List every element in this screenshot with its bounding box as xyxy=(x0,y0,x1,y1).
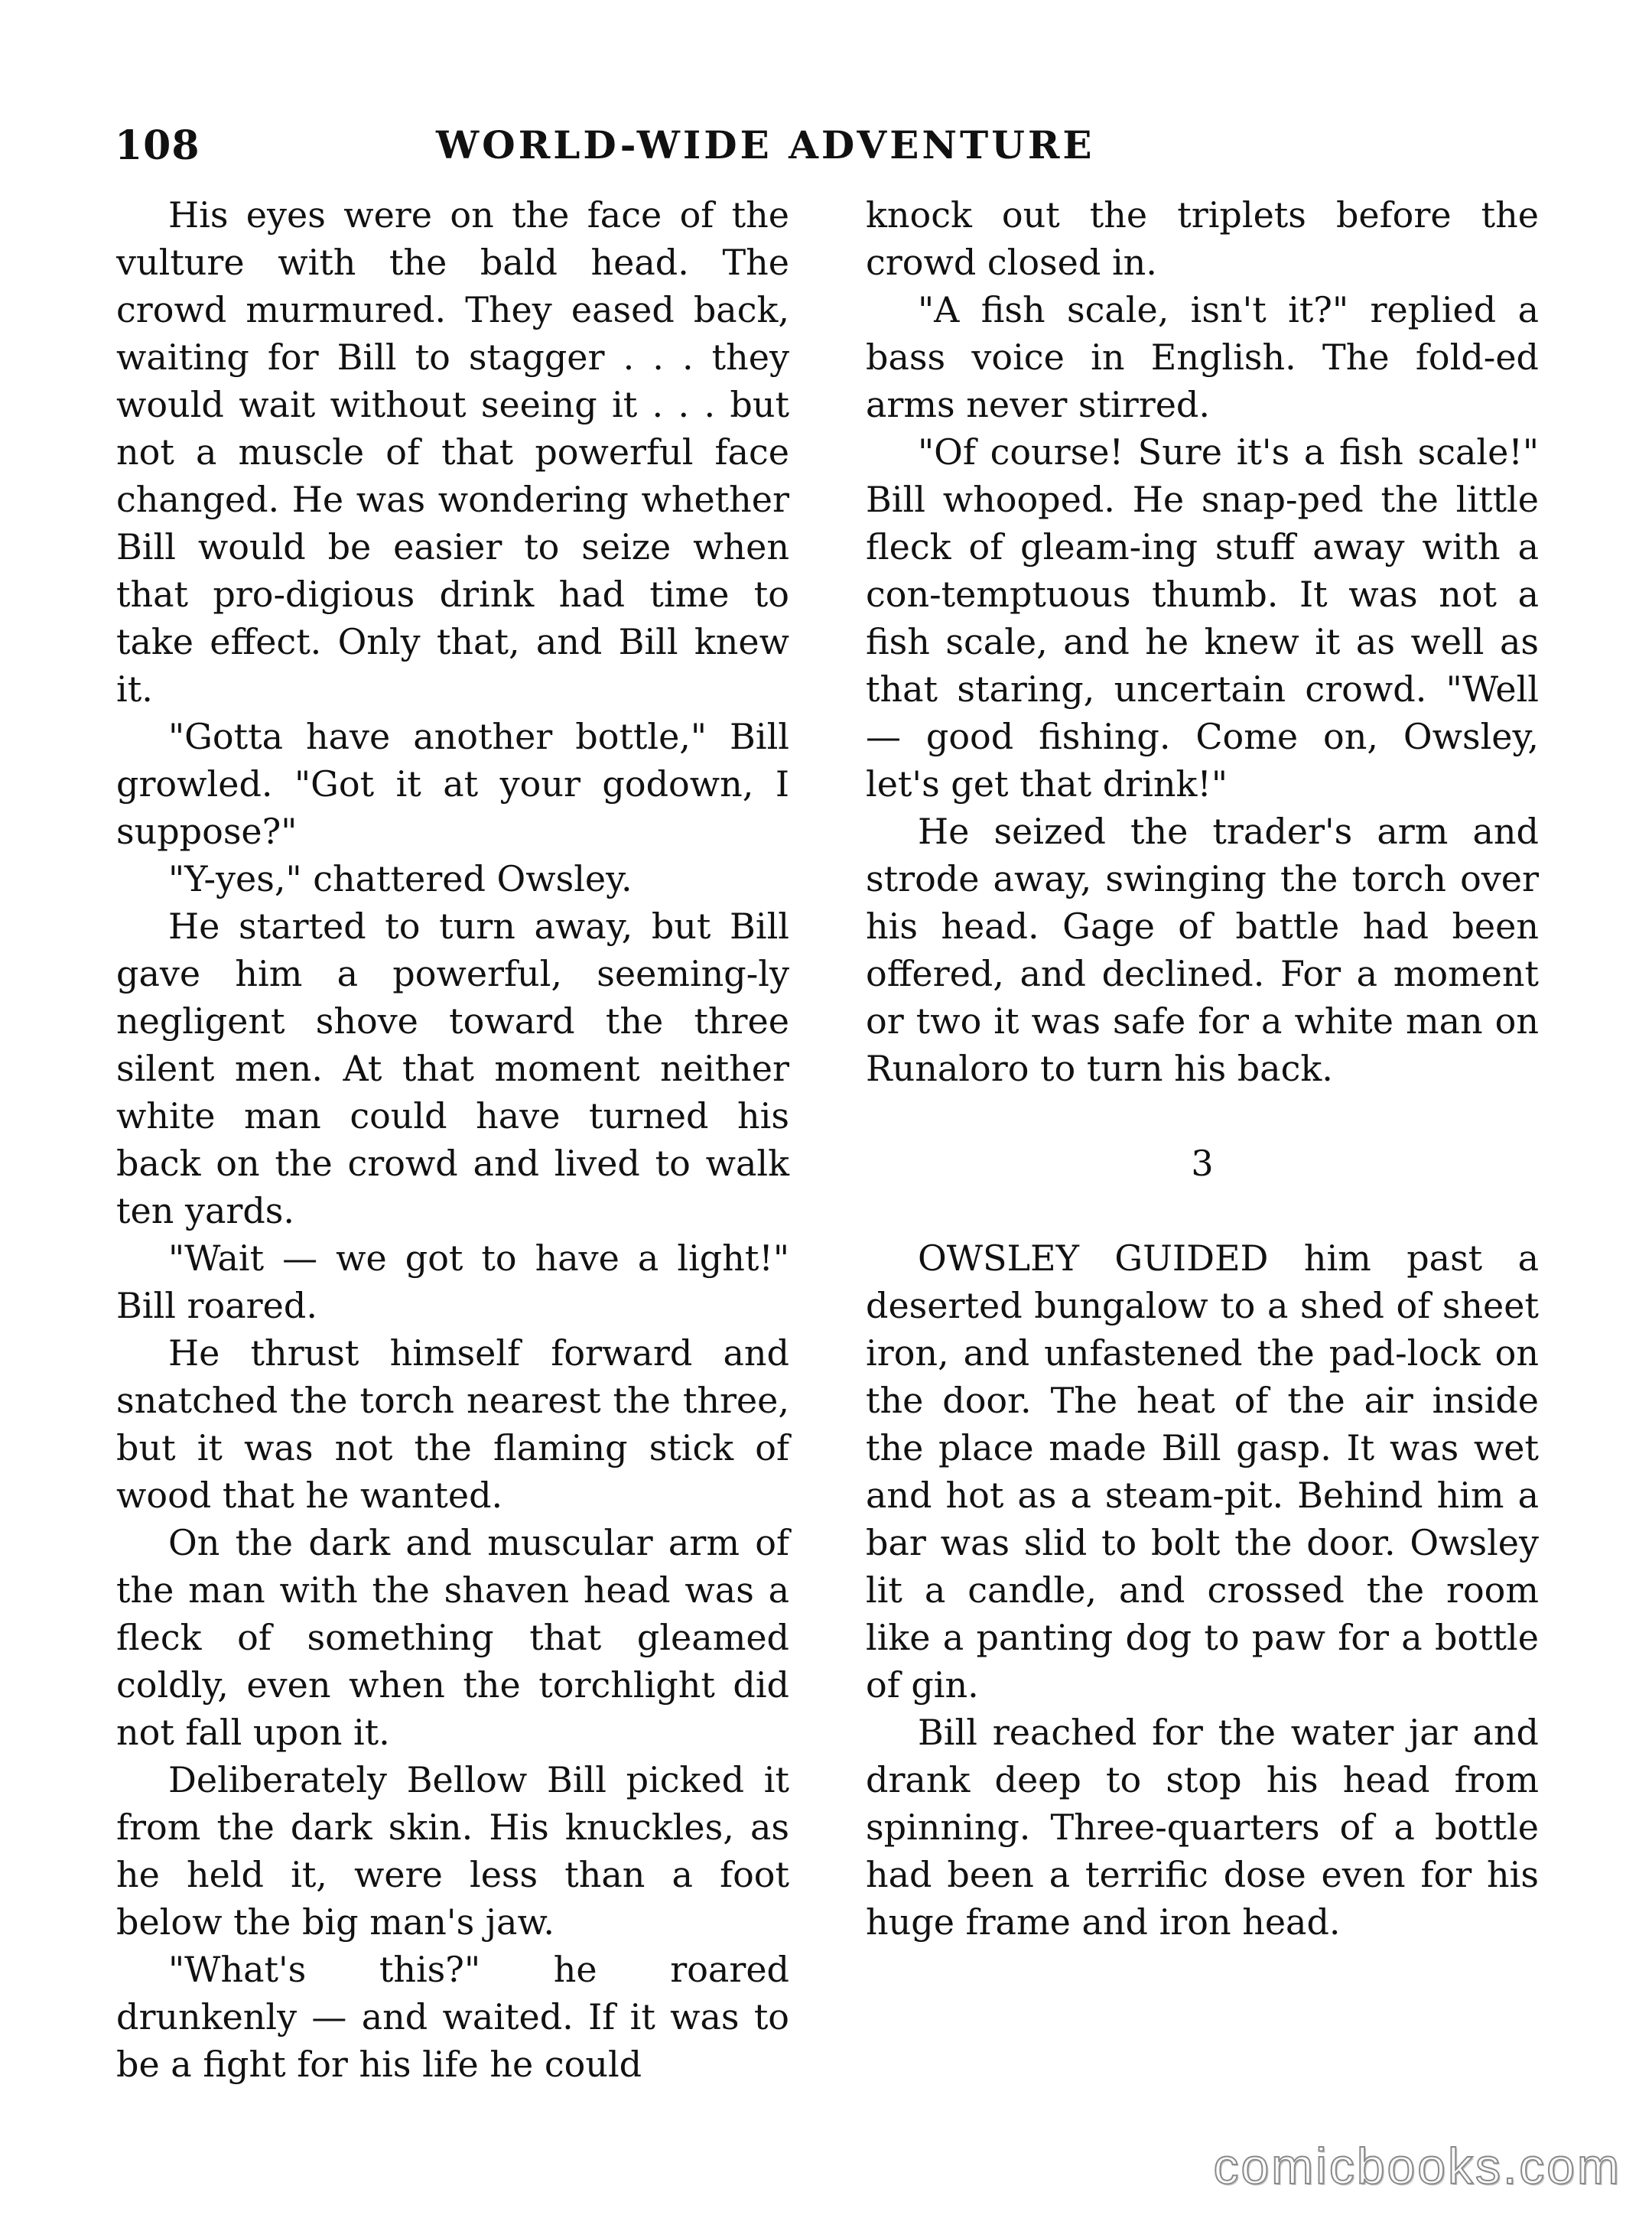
watermark: comicbooks.com xyxy=(1213,2138,1621,2194)
page-header xyxy=(115,122,1537,184)
paragraph: His eyes were on the face of the vulture with the bald head. The crowd murmured. They eased back, waiting for Bill to stagger . . . they would wait without seeing it . . . but not a muscle of that powerful face changed. He was wondering whether Bill would be easier to seize when that pro-digious drink had time to take effect. Only that, and Bill knew it. xyxy=(116,194,789,710)
section-number: 3 xyxy=(1191,1143,1214,1184)
paragraph: "A fish scale, isn't it?" replied a bass voice in English. The fold-ed arms never stirred. xyxy=(866,289,1539,425)
paragraph: Bill reached for the water jar and drank deep to stop his head from spinning. Three-quarters of a bottle had been a terrific dose even for his huge frame and iron head. xyxy=(866,1712,1539,1943)
paragraph: He thrust himself forward and snatched the torch nearest the three, but it was not the flaming stick of wood that he wanted. xyxy=(116,1332,789,1516)
paragraph: "Of course! Sure it's a fish scale!" Bill whooped. He snap-ped the little fleck of gleam-ing stuff away with a con-temptuous thumb. It was not a fish scale, and he knew it as well as that staring, uncertain crowd. "Well — good fishing. Come on, Owsley, let's get that drink!" xyxy=(866,431,1539,805)
paragraph: "Gotta have another bottle," Bill growled. "Got it at your godown, I suppose?" xyxy=(116,716,789,852)
paragraph: He seized the trader's arm and strode away, swinging the torch over his head. Gage of battle had been offered, and declined. For a moment or two it was safe for a white man on Runaloro to turn his back. xyxy=(866,811,1539,1089)
continued-paragraph: knock out the triplets before the crowd closed in. xyxy=(866,194,1539,283)
left-column xyxy=(116,191,789,2088)
paragraph: Deliberately Bellow Bill picked it from the dark skin. His knuckles, as he held it, were less than a foot below the big man's jaw. xyxy=(116,1759,789,1943)
right-column xyxy=(866,191,1539,1946)
page-number: 108 xyxy=(115,122,200,169)
running-head: WORLD-WIDE ADVENTURE xyxy=(436,122,1095,167)
paragraph: "Wait — we got to have a light!" Bill roared. xyxy=(116,1237,789,1326)
paragraph: "Y-yes," chattered Owsley. xyxy=(168,858,633,899)
paragraph: OWSLEY GUIDED him past a deserted bungalow to a shed of sheet iron, and unfastened the pad-lock on the door. The heat of the air inside the place made Bill gasp. It was wet and hot as a steam-pit. Behind him a bar was slid to bolt the door. Owsley lit a candle, and crossed the room like a panting dog to paw for a bottle of gin. xyxy=(866,1237,1539,1706)
paragraph: "What's this?" he roared drunkenly — and waited. If it was to be a fight for his life he could xyxy=(116,1949,789,2085)
paragraph: He started to turn away, but Bill gave him a powerful, seeming-ly negligent shove toward the three silent men. At that moment neither white man could have turned his back on the crowd and lived to walk ten yards. xyxy=(116,906,789,1231)
paragraph: On the dark and muscular arm of the man with the shaven head was a fleck of something that gleamed coldly, even when the torchlight did not fall upon it. xyxy=(116,1522,789,1753)
